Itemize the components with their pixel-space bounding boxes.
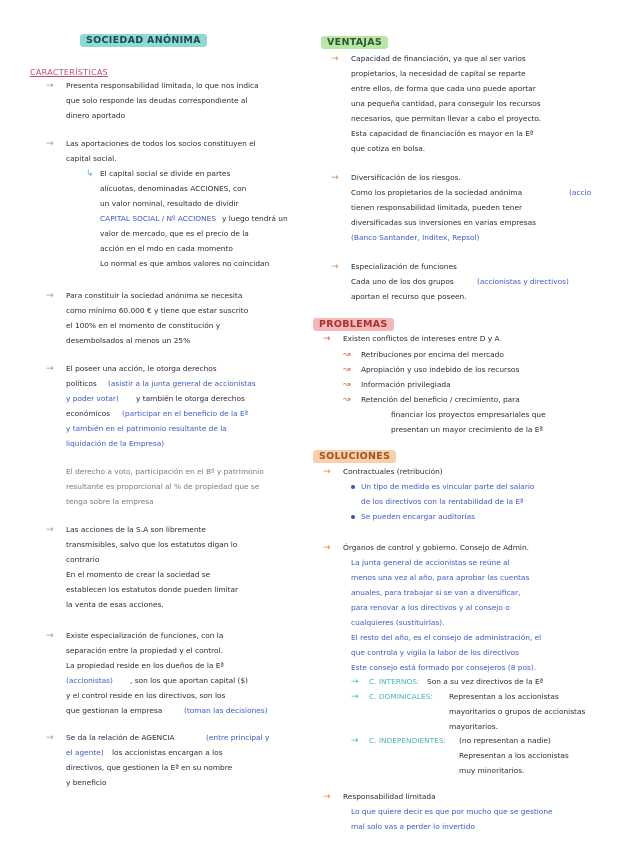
text-line: económicos [66, 409, 111, 418]
arrow-icon: → [323, 334, 331, 344]
arrow-icon: → [331, 54, 339, 64]
arrow-icon: → [46, 139, 54, 149]
arrow-icon: → [46, 291, 54, 301]
text-line: como mínimo 60.000 € y tiene que estar suscrito [66, 306, 249, 315]
text-line: aportan el recurso que poseen. [351, 292, 467, 301]
note-text: liquidación de la Empresa) [66, 439, 165, 448]
note-text: mal solo vas a perder lo invertido [351, 822, 475, 831]
arrow-icon: → [46, 525, 54, 535]
note-text: (accionistas y directivos) [477, 277, 569, 286]
text-line: Información privilegiada [361, 380, 451, 389]
text-line: Responsabilidad limitada [343, 792, 436, 801]
text-line: diversificadas sus inversiones en varias empresas [351, 218, 536, 227]
arrow-icon: ↳ [86, 169, 94, 179]
text-line: propietarios, la necesidad de capital se reparte [351, 69, 526, 78]
text-line: Apropiación y uso indebido de los recursos [361, 365, 520, 374]
arrow-icon: → [323, 543, 331, 553]
text-line: presentan un mayor crecimiento de la Eª [391, 425, 543, 434]
arrow-icon: → [351, 736, 359, 746]
text-line: tienen responsabilidad limitada, pueden tener [351, 203, 523, 212]
soluciones-heading: SOLUCIONES [313, 450, 396, 463]
note-text: el agente) [66, 748, 104, 757]
text-line: Existen conflictos de intereses entre D y A [343, 334, 500, 343]
text-line: Representan a los accionistas [449, 692, 559, 701]
text-line: En el momento de crear la sociedad se [66, 570, 211, 579]
grey-note: El derecho a voto, participación en el Bº y patrimonio [66, 467, 264, 476]
text-line: una pequeña cantidad, para conseguir los recursos [351, 99, 541, 108]
note-text: cualquieres (sustituirlas). [351, 618, 445, 627]
caracteristicas-heading: CARACTERÍSTICAS [30, 68, 109, 77]
note-text: que controla y vigila la labor de los directivos [351, 648, 519, 657]
consejero-label: C. DOMINICALES: [369, 692, 433, 701]
text-line: Presenta responsabilidad limitada, lo que nos indica [66, 81, 259, 90]
formula-text: CAPITAL SOCIAL / Nº ACCIONES [100, 214, 217, 223]
bullet-icon [351, 485, 355, 489]
text-line: Diversificación de los riesgos. [351, 173, 461, 182]
arrow-icon: ↝ [343, 365, 351, 375]
text-line: que cotiza en bolsa. [351, 144, 426, 153]
text-line: financiar los proyectos empresariales que [391, 410, 546, 419]
note-text: para renovar a los directivos y al consejo o [351, 603, 510, 612]
text-line: y el control reside en los directivos, son los [66, 691, 226, 700]
text-line: entre ellos, de forma que cada uno puede aportar [351, 84, 536, 93]
text-line: políticos [66, 379, 97, 388]
text-line: Capacidad de financiación, ya que al ser varios [351, 54, 526, 63]
text-line: Las acciones de la S.A son libremente [66, 525, 206, 534]
text-line: necesarios, que permitan llevar a cabo el proyecto. [351, 114, 542, 123]
text-line: El poseer una acción, le otorga derechos [66, 364, 217, 373]
note-text: menos una vez al año, para aprobar las cuentas [351, 573, 530, 582]
ventajas-heading: VENTAJAS [321, 36, 388, 49]
note-text: y poder votar) [66, 394, 119, 403]
text-line: Representan a los accionistas [459, 751, 569, 760]
text-line: desembolsados al menos un 25% [66, 336, 191, 345]
note-text: de los directivos con la rentabilidad de la Eª [361, 497, 524, 506]
arrow-icon: ↝ [343, 380, 351, 390]
arrow-icon: ↝ [343, 350, 351, 360]
text-line: Las aportaciones de todos los socios constituyen el [66, 139, 256, 148]
problemas-heading: PROBLEMAS [313, 318, 394, 331]
text-line: Contractuales (retribución) [343, 467, 443, 476]
arrow-icon: → [323, 467, 331, 477]
page-title: SOCIEDAD ANÓNIMA [80, 34, 207, 47]
arrow-icon: → [331, 173, 339, 183]
text-line: mayoritarios. [449, 722, 498, 731]
arrow-icon: → [331, 262, 339, 272]
text-line: alícuotas, denominadas ACCIONES, con [100, 184, 247, 193]
note-text: El resto del año, es el consejo de administración, el [351, 633, 542, 642]
note-text: (asistir a la junta general de accionistas [108, 379, 256, 388]
text-line: Órganos de control y gobierno. Consejo de Admin. [343, 543, 529, 552]
text-line: Se da la relación de AGENCIA [66, 733, 175, 742]
text-line: Especialización de funciones [351, 262, 457, 271]
text-line: contrario [66, 555, 100, 564]
text-line: Existe especialización de funciones, con la [66, 631, 224, 640]
text-line: transmisibles, salvo que los estatutos digan lo [66, 540, 238, 549]
grey-note: resultante es proporcional al % de propiedad que se [66, 482, 260, 491]
text-line: que gestionan la empresa [66, 706, 163, 715]
note-text: (accionistas) [66, 676, 113, 685]
text-line: La propiedad reside en los dueños de la Eª [66, 661, 224, 670]
text-line: El capital social se divide en partes [100, 169, 231, 178]
text-line: el 100% en el momento de constitución y [66, 321, 221, 330]
note-text: La junta general de accionistas se reúne al [351, 558, 510, 567]
text-line: valor de mercado, que es el precio de la [100, 229, 249, 238]
text-line: separación entre la propiedad y el control. [66, 646, 223, 655]
text-line: Para constituir la sociedad anónima se necesita [66, 291, 243, 300]
arrow-icon: → [46, 81, 54, 91]
note-text: y también en el patrimonio resultante de la [66, 424, 227, 433]
note-text: Lo que quiere decir es que por mucho que se gestione [351, 807, 553, 816]
note-text: (accio [569, 188, 592, 197]
arrow-icon: ↝ [343, 395, 351, 405]
arrow-icon: → [46, 631, 54, 641]
text-line: dinero aportado [66, 111, 126, 120]
grey-note: tenga sobre la empresa [66, 497, 154, 506]
text-line: y luego tendrá un [222, 214, 288, 223]
note-text: Este consejo está formado por consejeros (8 pos). [351, 663, 537, 672]
text-line: Retención del beneficio / crecimiento, para [361, 395, 520, 404]
text-line: (no representan a nadie) [459, 736, 551, 745]
text-line: Son a su vez directivos de la Eª [427, 677, 544, 686]
text-line: establecen los estatutos donde pueden limitar [66, 585, 239, 594]
note-text: (entre principal y [206, 733, 270, 742]
text-line: Retribuciones por encima del mercado [361, 350, 504, 359]
text-line: y también le otorga derechos [136, 394, 245, 403]
note-text: (Banco Santander, Inditex, Repsol) [351, 233, 480, 242]
text-line: muy minoritarios. [459, 766, 525, 775]
note-text: (toman las decisiones) [184, 706, 268, 715]
arrow-icon: → [323, 792, 331, 802]
text-line: que solo responde las deudas correspondiente al [66, 96, 248, 105]
text-line: y beneficio [66, 778, 107, 787]
arrow-icon: → [46, 364, 54, 374]
bullet-icon [351, 515, 355, 519]
arrow-icon: → [351, 692, 359, 702]
text-line: Lo normal es que ambos valores no coincidan [100, 259, 270, 268]
text-line: Cada uno de los dos grupos [351, 277, 454, 286]
text-line: Esta capacidad de financiación es mayor en la Eª [351, 129, 534, 138]
text-line: , son los que aportan capital ($) [130, 676, 249, 685]
text-line: mayoritarios o grupos de accionistas [449, 707, 586, 716]
text-line: los accionistas encargan a los [112, 748, 223, 757]
consejero-label: C. INDEPENDIENTES: [369, 736, 447, 745]
text-line: acción en el mdo en cada momento [100, 244, 233, 253]
note-text: Un tipo de medida es vincular parte del salario [361, 482, 535, 491]
arrow-icon: → [46, 733, 54, 743]
note-text: Se pueden encargar auditorías [361, 512, 475, 521]
text-line: la venta de esas acciones. [66, 600, 164, 609]
text-line: directivos, que gestionen la Eª en su nombre [66, 763, 233, 772]
consejero-label: C. INTERNOS: [369, 677, 420, 686]
arrow-icon: → [351, 677, 359, 687]
note-text: (participar en el beneficio de la Eª [122, 409, 249, 418]
text-line: capital social. [66, 154, 117, 163]
note-text: anuales, para trabajar si se van a diversificar, [351, 588, 521, 597]
text-line: un valor nominal, resultado de dividir [100, 199, 239, 208]
text-line: Como los propietarios de la sociedad anónima [351, 188, 523, 197]
